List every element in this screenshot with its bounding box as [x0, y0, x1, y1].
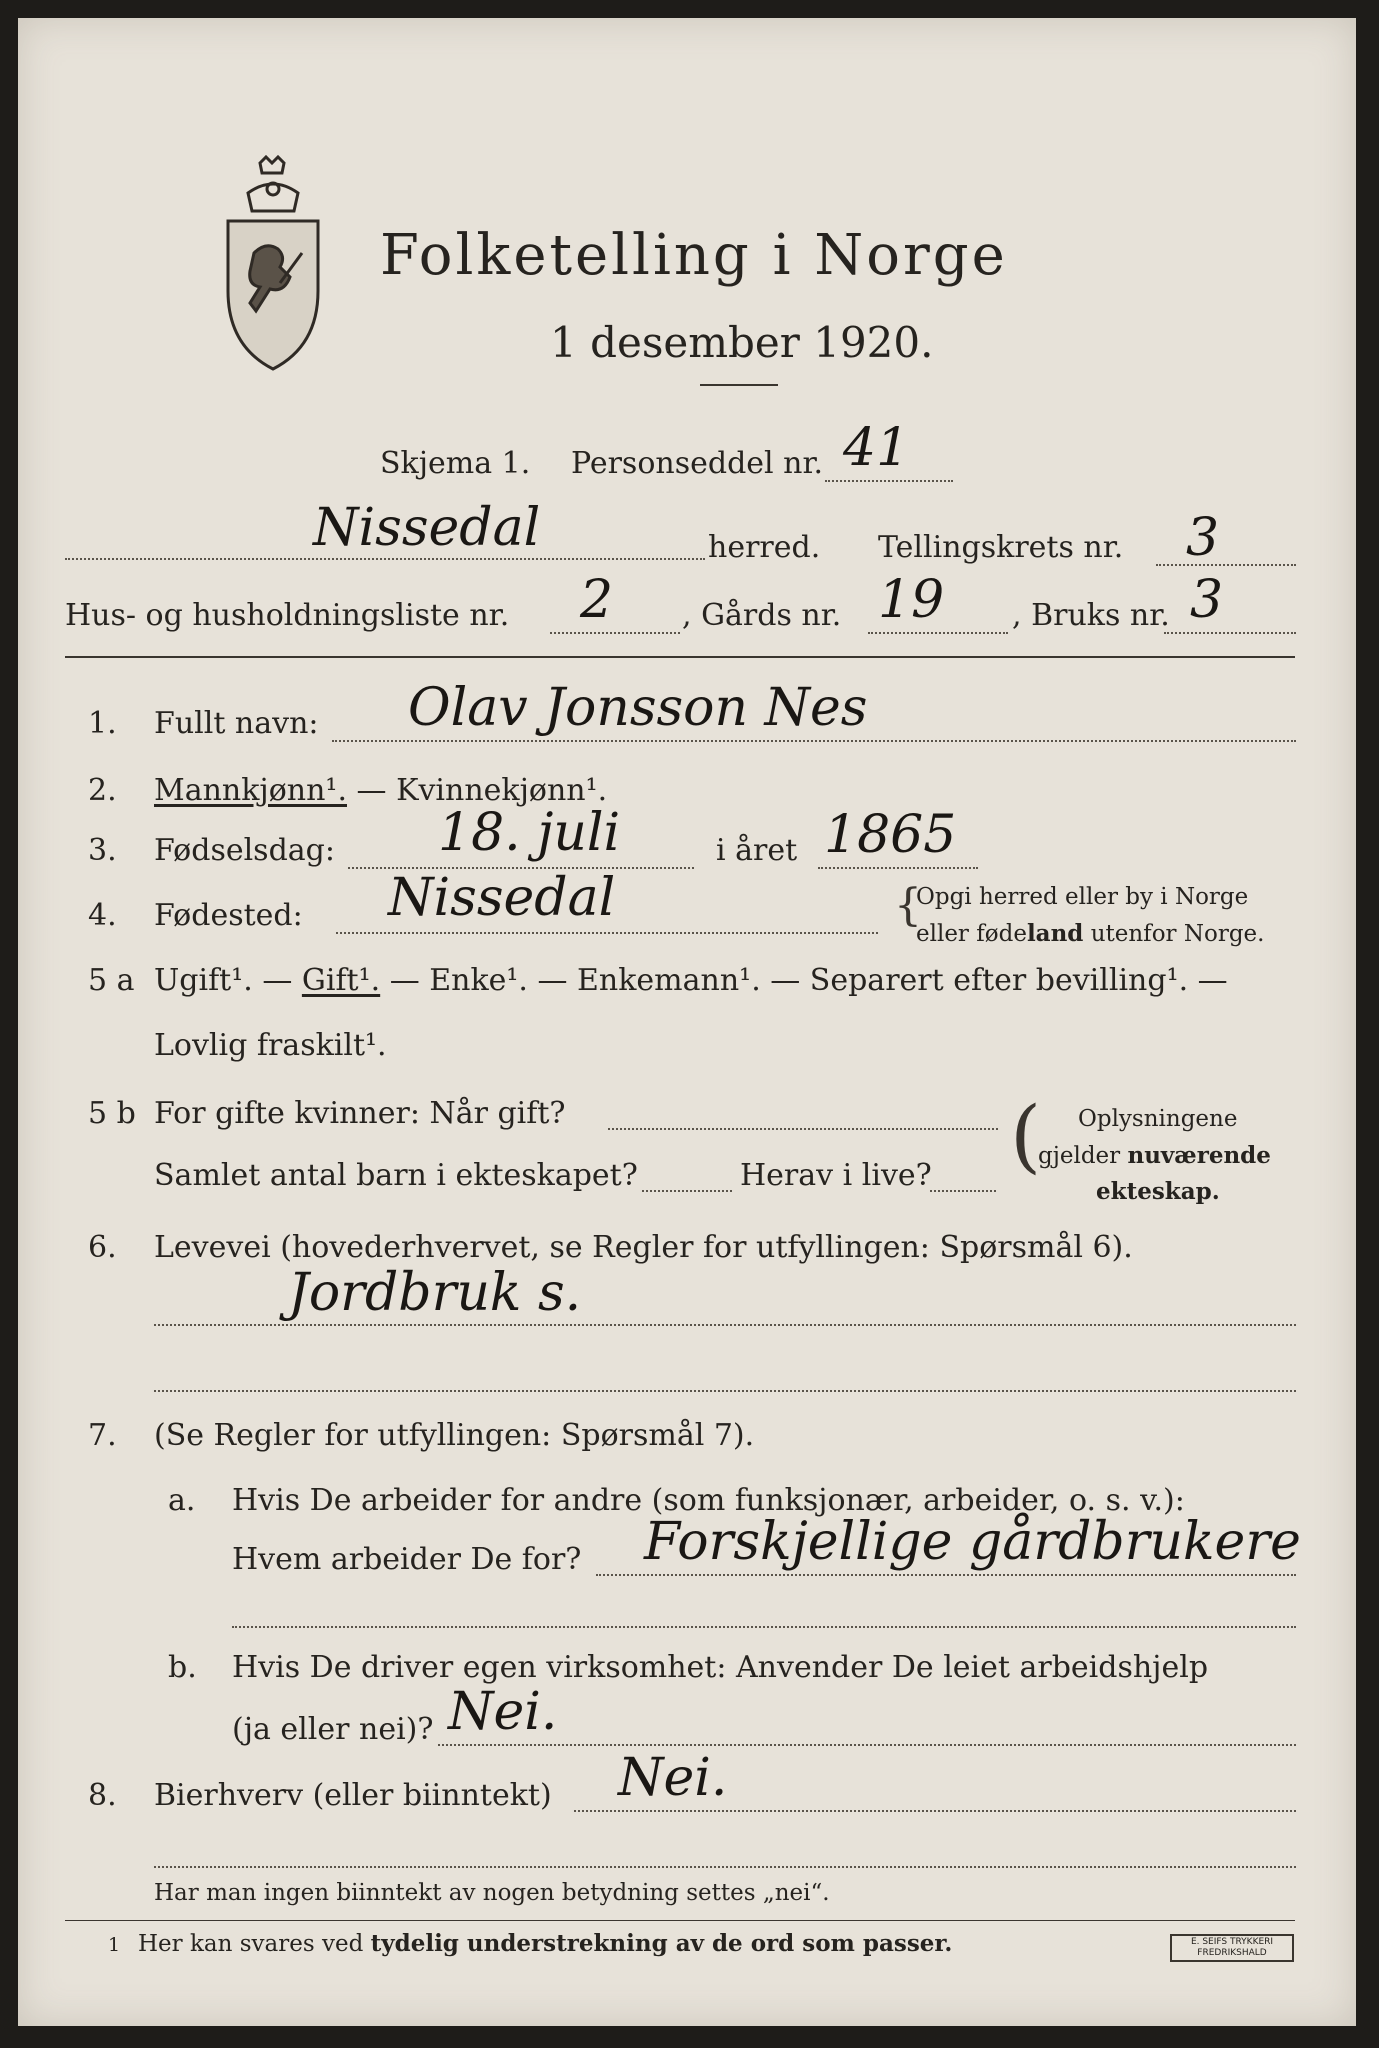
q8-number: 8.	[88, 1778, 117, 1813]
section-divider	[65, 656, 1295, 658]
gards-value: 19	[878, 570, 945, 630]
q5b-note1: Oplysningene	[1078, 1106, 1238, 1132]
husliste-value: 2	[580, 570, 614, 630]
full-name-value: Olav Jonsson Nes	[408, 678, 868, 738]
footnote-mark: 1	[108, 1934, 121, 1956]
birth-year-value: 1865	[824, 805, 957, 865]
nei-note: Har man ingen biinntekt av nogen betydning settes „nei“.	[154, 1880, 830, 1906]
q7a-letter: a.	[168, 1483, 196, 1518]
q5b-note2: gjelder nuværende	[1038, 1142, 1271, 1169]
printer-stamp: E. SEIFS TRYKKERI FREDRIKSHALD	[1170, 1934, 1294, 1962]
gift-option: Gift¹.	[301, 963, 381, 998]
q7b-line1: Hvis De driver egen virksomhet: Anvender De leiet arbeidshjelp	[232, 1650, 1209, 1685]
census-date: 1 desember 1920.	[550, 318, 934, 367]
birthplace-value: Nissedal	[388, 868, 616, 928]
coat-of-arms-icon	[218, 153, 328, 373]
q1-number: 1.	[88, 706, 117, 741]
q5a-line2: Lovlig fraskilt¹.	[154, 1028, 387, 1063]
census-form	[18, 18, 1356, 2026]
q5a-number: 5 a	[88, 963, 135, 998]
q4-note-line1: Opgi herred eller by i Norge	[916, 884, 1249, 910]
q4-brace: {	[894, 880, 922, 931]
tellingskrets-value: 3	[1186, 508, 1220, 568]
personseddel-value: 41	[843, 418, 910, 478]
herred-value: Nissedal	[313, 498, 541, 558]
q5b-number: 5 b	[88, 1096, 136, 1131]
employer-value: Forskjellige gårdbrukere	[644, 1512, 1301, 1572]
ugift-option: Ugift¹. —	[154, 963, 302, 998]
q5b-note3: ekteskap.	[1096, 1178, 1220, 1205]
birthday-value: 18. juli	[438, 803, 621, 863]
q5b-brace: (	[1010, 1089, 1042, 1182]
q4-label: Fødested:	[154, 898, 303, 933]
schema-label: Skjema 1.	[380, 446, 531, 481]
q5b-line2a: Samlet antal barn i ekteskapet?	[154, 1158, 638, 1193]
q7a-line2: Hvem arbeider De for?	[232, 1542, 582, 1577]
q1-label: Fullt navn:	[154, 706, 319, 741]
q4-note-line2: eller fødeland utenfor Norge.	[916, 920, 1265, 947]
title-divider	[700, 384, 778, 386]
footnote-text: Her kan svares ved tydelig understrekning av de ord som passer.	[138, 1930, 953, 1957]
tellingskrets-label: Tellingskrets nr.	[878, 530, 1124, 565]
occupation-value: Jordbruk s.	[288, 1263, 582, 1323]
q8-label: Bierhverv (eller biinntekt)	[154, 1778, 552, 1813]
q4-number: 4.	[88, 898, 117, 933]
q6-label: Levevei (hovederhvervet, se Regler for utfyllingen: Spørsmål 6).	[154, 1230, 1133, 1265]
q7-number: 7.	[88, 1418, 117, 1453]
q3-label: Fødselsdag:	[154, 833, 335, 868]
footnote-divider	[65, 1920, 1295, 1921]
hired-help-value: Nei.	[448, 1682, 558, 1742]
kvinnekjonn-option: — Kvinnekjønn¹.	[347, 773, 608, 808]
side-income-value: Nei.	[618, 1748, 728, 1808]
other-options: — Enke¹. — Enkemann¹. — Separert efter bevilling¹. —	[380, 963, 1228, 998]
herred-label: herred.	[708, 530, 821, 565]
q7-label: (Se Regler for utfyllingen: Spørsmål 7).	[154, 1418, 755, 1453]
mannkjonn-option: Mannkjønn¹.	[154, 773, 347, 808]
q5b-line2b: Herav i live?	[740, 1158, 932, 1193]
husliste-label: Hus- og husholdningsliste nr.	[65, 598, 510, 633]
gards-label: , Gårds nr.	[682, 598, 842, 633]
q7a-line1: Hvis De arbeider for andre (som funksjonær, arbeider, o. s. v.):	[232, 1483, 1185, 1518]
personseddel-label: Personseddel nr.	[571, 446, 824, 481]
form-title: Folketelling i Norge	[380, 223, 1008, 288]
q2-number: 2.	[88, 773, 117, 808]
q3-year-label: i året	[716, 833, 798, 868]
q5b-line1: For gifte kvinner: Når gift?	[154, 1096, 566, 1131]
q6-number: 6.	[88, 1230, 117, 1265]
q7b-letter: b.	[168, 1650, 197, 1685]
q7b-line2: (ja eller nei)?	[232, 1712, 434, 1747]
bruks-label: , Bruks nr.	[1012, 598, 1170, 633]
bruks-value: 3	[1190, 570, 1224, 630]
q3-number: 3.	[88, 833, 117, 868]
q5a-options	[154, 963, 1228, 998]
